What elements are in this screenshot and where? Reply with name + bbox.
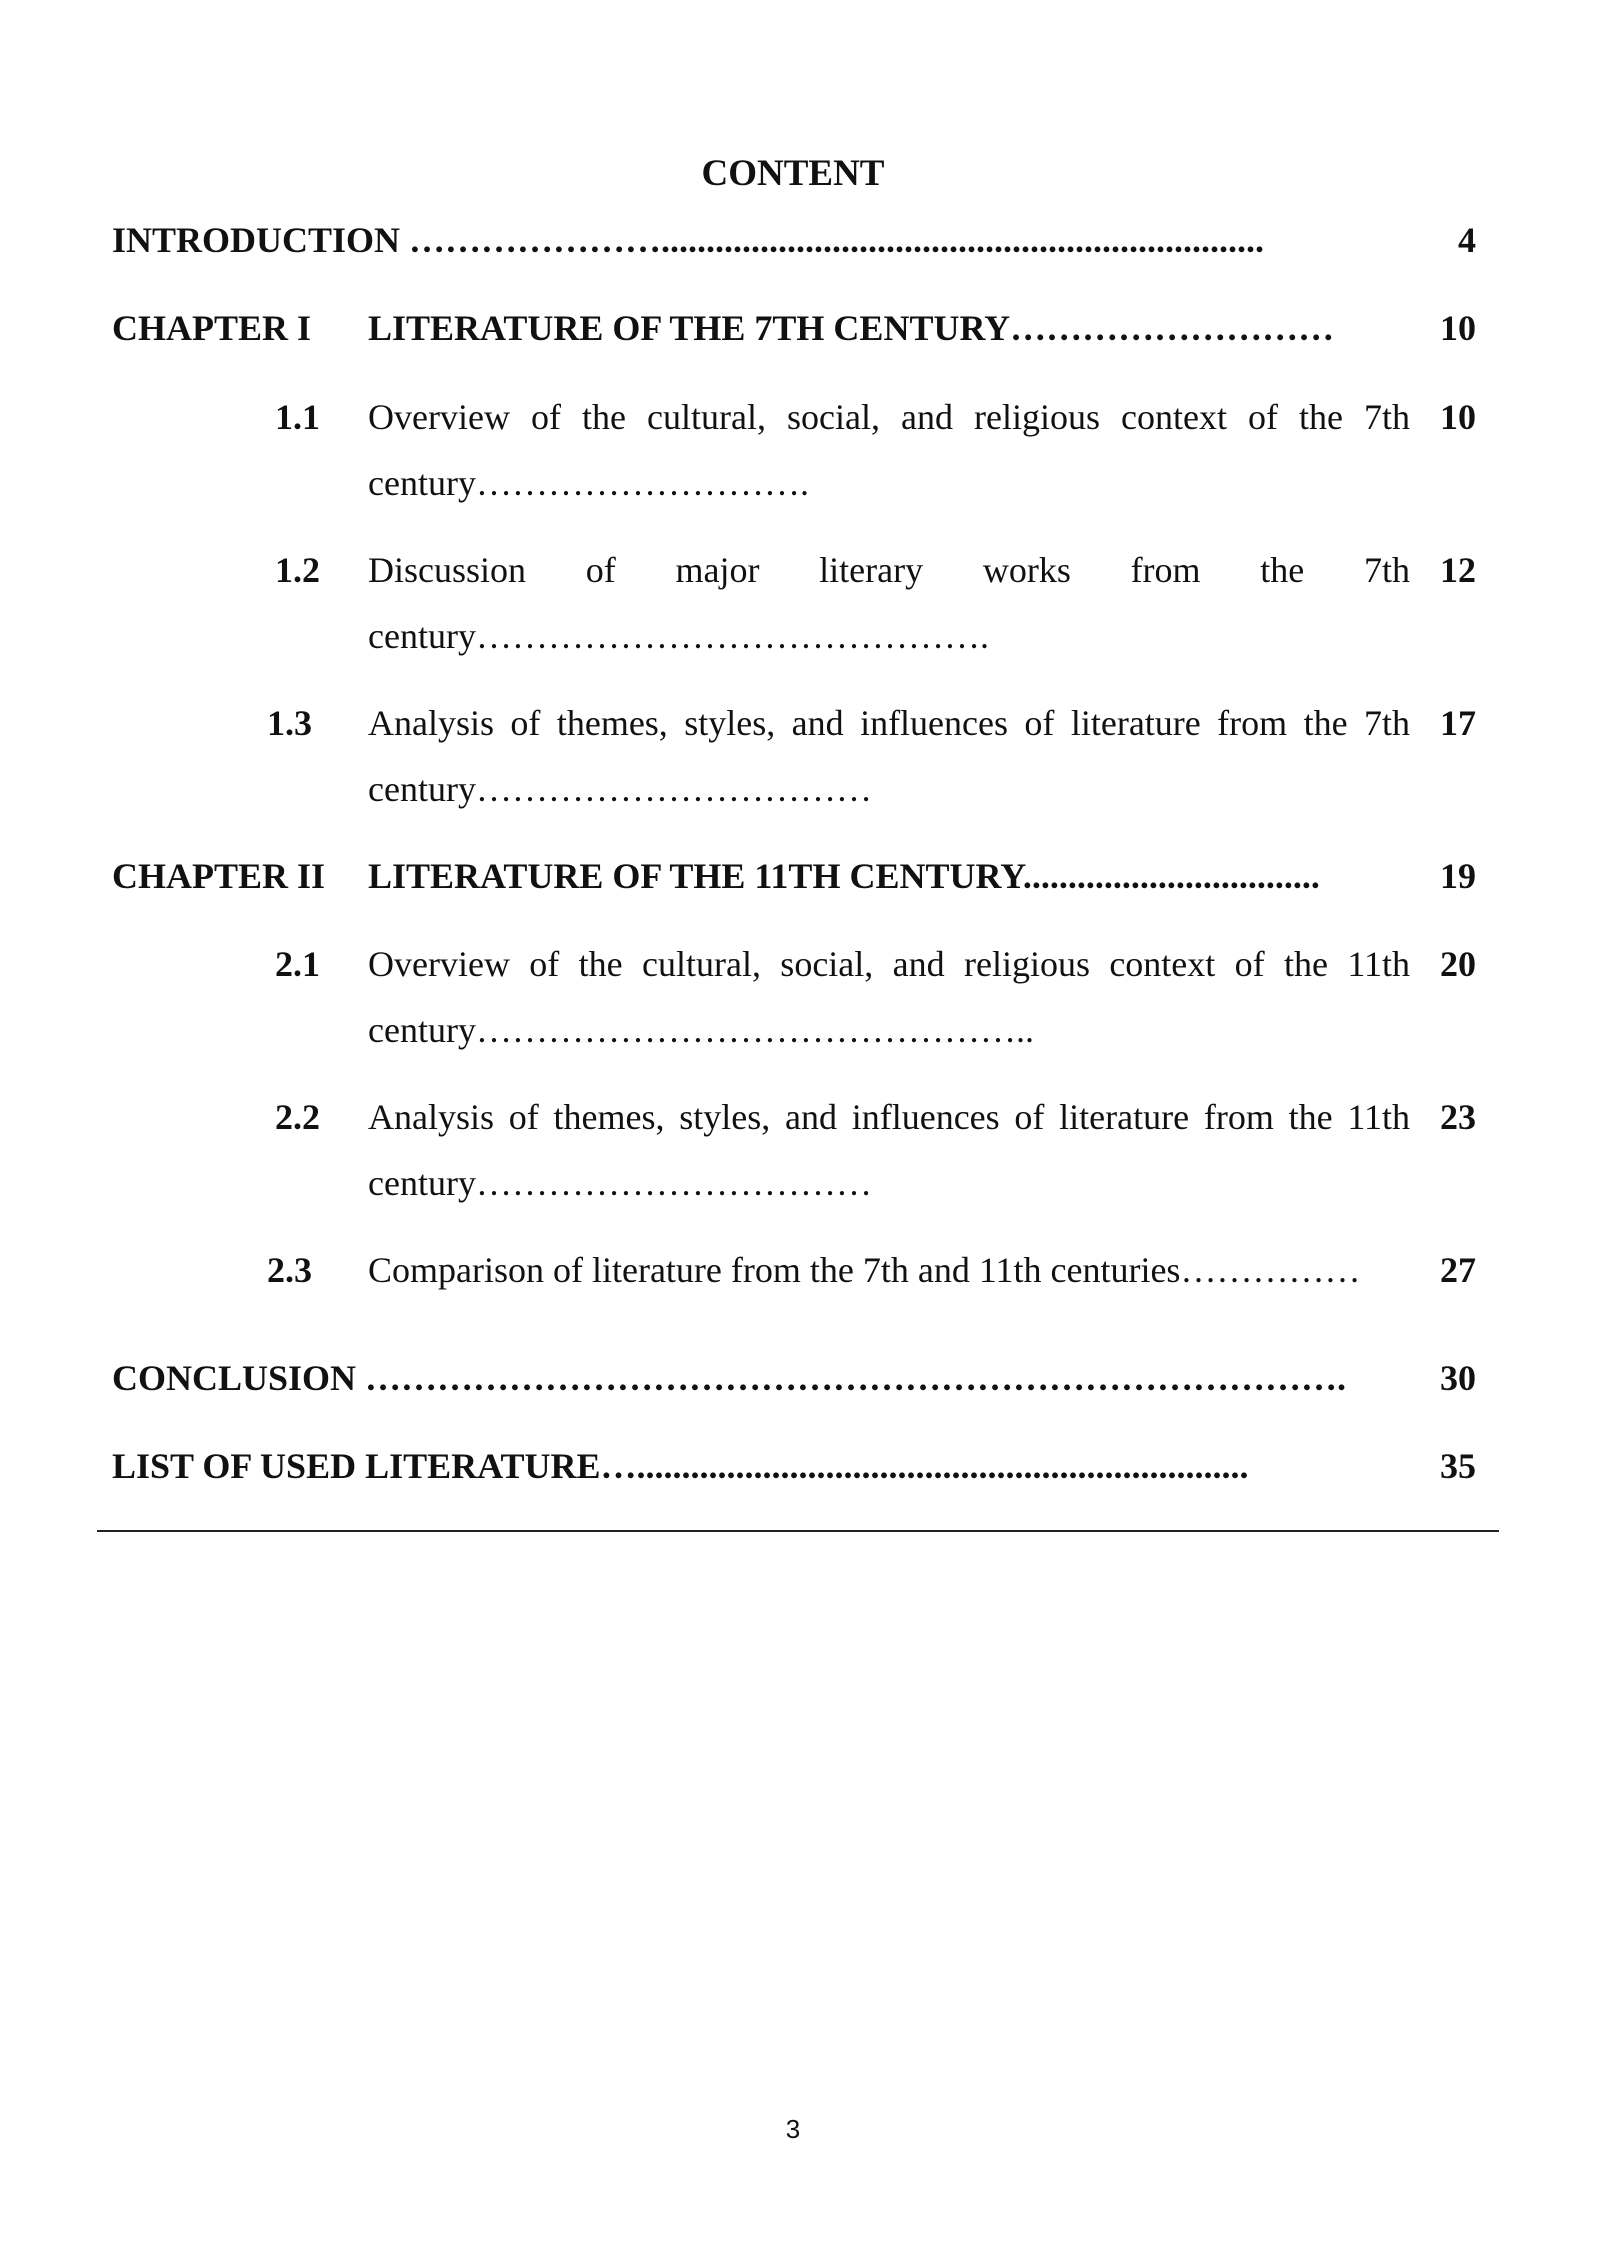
page-title: CONTENT [701,153,885,194]
chapter-title: LITERATURE OF THE 7TH CENTURY……………………… [368,308,1335,348]
section-title: Analysis of themes, styles, and influences of literature from the 11th century…………………………… [368,1097,1410,1203]
section-number: 1.3 [267,703,312,743]
section-number: 2.1 [275,944,320,984]
toc-page-number: 19 [1440,856,1476,896]
toc-page-number: 23 [1440,1097,1476,1137]
toc-page-number: 10 [1440,308,1476,348]
toc-page-number: 20 [1440,944,1476,984]
toc-page-number: 30 [1440,1358,1476,1398]
chapter-number: CHAPTER II [112,856,326,896]
section-title: Analysis of themes, styles, and influences of literature from the 7th century…………………………… [368,703,1410,809]
section-title: Overview of the cultural, social, and religious context of the 11th century……………………………………….. [368,944,1410,1050]
toc-page-number: 4 [1458,220,1476,260]
section-number: 1.1 [275,397,320,437]
toc-label: INTRODUCTION …………………................................................................... [112,220,1265,260]
toc-page-number: 12 [1440,550,1476,590]
chapter-title: LITERATURE OF THE 11TH CENTURY................................. [368,856,1320,896]
section-number: 1.2 [275,550,320,590]
footer-page-number: 3 [785,2114,801,2144]
toc-label: CONCLUSION ………………………………………………………………………. [112,1358,1347,1398]
section-title: Comparison of literature from the 7th and 11th centuries…………… [368,1250,1361,1290]
toc-page-number: 27 [1440,1250,1476,1290]
toc-label: LIST OF USED LITERATURE….................................................................... [112,1446,1249,1486]
section-number: 2.2 [275,1097,320,1137]
section-number: 2.3 [267,1250,312,1290]
toc-page-number: 35 [1440,1446,1476,1486]
section-title: Discussion of major literary works from the 7th century……………………………………. [368,550,1410,656]
divider-line [97,1530,1499,1532]
toc-page-number: 17 [1440,703,1476,743]
chapter-number: CHAPTER I [112,308,312,348]
toc-page-number: 10 [1440,397,1476,437]
section-title: Overview of the cultural, social, and religious context of the 7th century………………………. [368,397,1410,503]
